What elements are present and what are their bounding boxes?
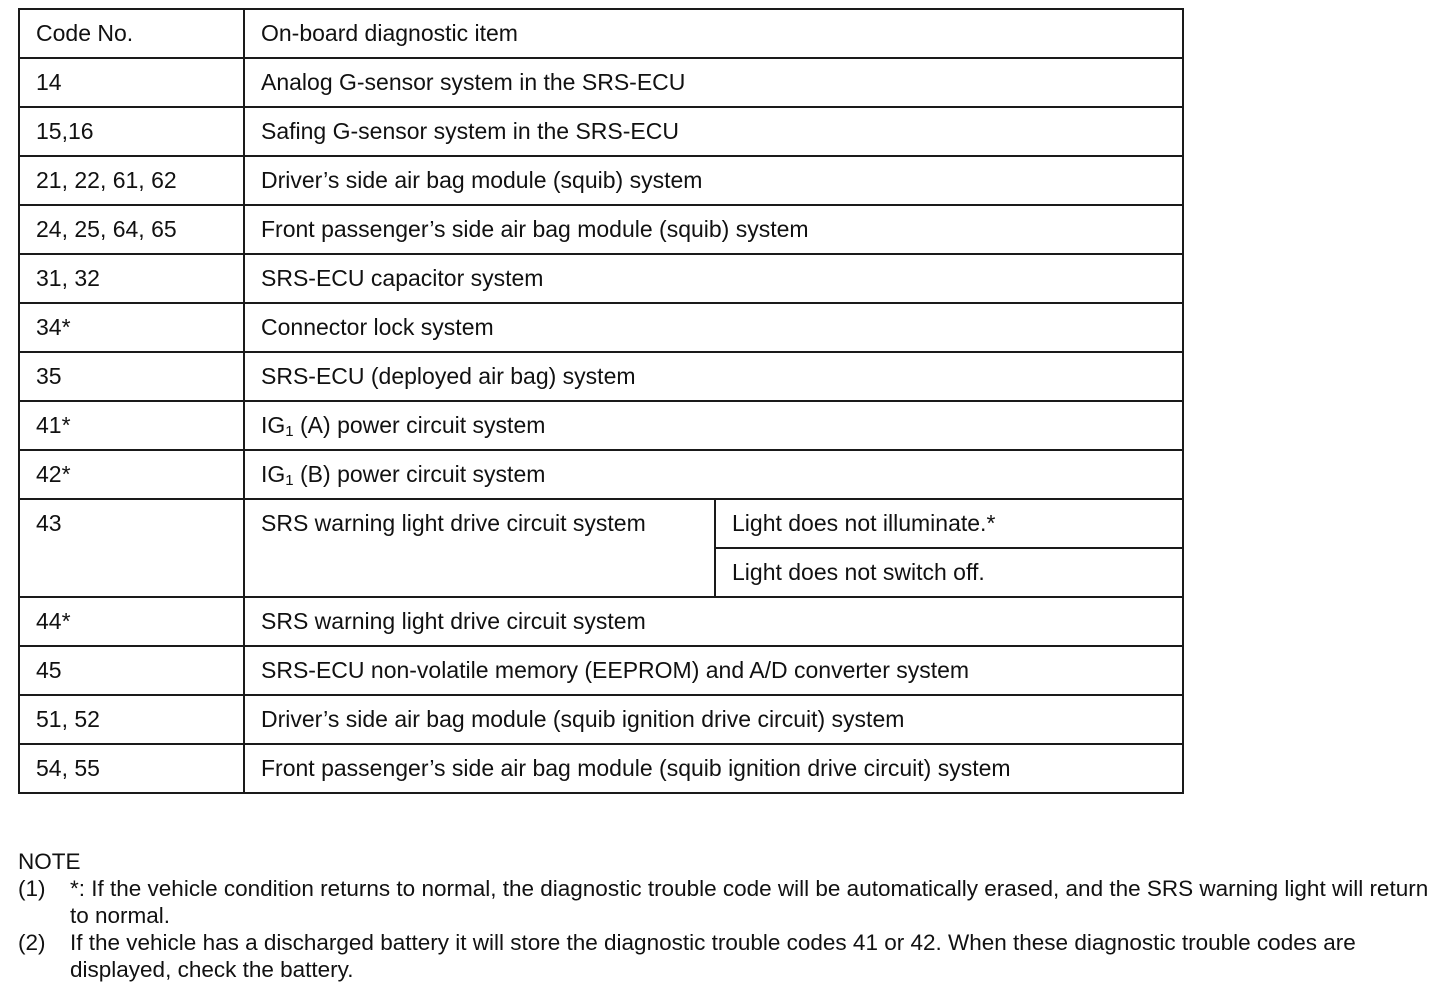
row-code: 35: [19, 352, 244, 401]
item-prefix: IG: [261, 460, 286, 487]
note-item: [18, 929, 1438, 983]
table-row: [19, 303, 1183, 352]
table-row: [19, 205, 1183, 254]
row-code: 21, 22, 61, 62: [19, 156, 244, 205]
table-row: [19, 254, 1183, 303]
diagnostic-code-table: [18, 8, 1184, 794]
row-code: 14: [19, 58, 244, 107]
item-prefix: IG: [261, 411, 286, 438]
note-item-number: (2): [18, 930, 46, 955]
header-item: On-board diagnostic item: [244, 9, 1183, 58]
row-code: 24, 25, 64, 65: [19, 205, 244, 254]
header-code: Code No.: [19, 9, 244, 58]
row-item: Driver’s side air bag module (squib) system: [244, 156, 1183, 205]
note-item-text: *: If the vehicle condition returns to normal, the diagnostic trouble code will be automatically erased, and the SRS warning light will return to normal.: [70, 876, 1429, 928]
table-row: [19, 646, 1183, 695]
row-code: 51, 52: [19, 695, 244, 744]
row-code: 42*: [19, 450, 244, 499]
note-item-text: If the vehicle has a discharged battery it will store the diagnostic trouble codes 41 or 42. When these diagnostic trouble codes are displayed, check the battery.: [70, 930, 1356, 982]
row-code: 15,16: [19, 107, 244, 156]
row-item: SRS warning light drive circuit system: [244, 597, 1183, 646]
table-header-row: [19, 9, 1183, 58]
row-code: 43: [19, 499, 244, 597]
table-row: [19, 156, 1183, 205]
row-code: 34*: [19, 303, 244, 352]
table-row: [19, 401, 1183, 450]
note-item-number: (1): [18, 876, 46, 901]
table-row: [19, 499, 1183, 548]
item-subscript: 1: [285, 471, 294, 489]
row-subitem: Light does not switch off.: [715, 548, 1183, 597]
row-item: Front passenger’s side air bag module (squib ignition drive circuit) system: [244, 744, 1183, 793]
table-row: [19, 744, 1183, 793]
table-row: [19, 107, 1183, 156]
row-item: Front passenger’s side air bag module (squib) system: [244, 205, 1183, 254]
row-item: Driver’s side air bag module (squib ignition drive circuit) system: [244, 695, 1183, 744]
note-title: NOTE: [18, 849, 81, 874]
table-row: [19, 352, 1183, 401]
row-item: [244, 401, 1183, 450]
row-item: SRS-ECU capacitor system: [244, 254, 1183, 303]
row-item: Analog G-sensor system in the SRS-ECU: [244, 58, 1183, 107]
row-code: 31, 32: [19, 254, 244, 303]
row-item: SRS-ECU non-volatile memory (EEPROM) and A/D converter system: [244, 646, 1183, 695]
row-code: 44*: [19, 597, 244, 646]
table-row: [19, 597, 1183, 646]
item-suffix: (A) power circuit system: [293, 411, 546, 438]
item-subscript: 1: [285, 422, 294, 440]
row-item: Safing G-sensor system in the SRS-ECU: [244, 107, 1183, 156]
row-item: [244, 450, 1183, 499]
table-row: [19, 58, 1183, 107]
note-section: [18, 848, 1438, 983]
note-item: [18, 875, 1438, 929]
item-suffix: (B) power circuit system: [293, 460, 546, 487]
row-code: 45: [19, 646, 244, 695]
table-row: [19, 450, 1183, 499]
row-item: SRS-ECU (deployed air bag) system: [244, 352, 1183, 401]
row-item: SRS warning light drive circuit system: [244, 499, 715, 597]
row-item: Connector lock system: [244, 303, 1183, 352]
row-subitem: Light does not illuminate.*: [715, 499, 1183, 548]
row-code: 54, 55: [19, 744, 244, 793]
table-row: [19, 695, 1183, 744]
row-code: 41*: [19, 401, 244, 450]
